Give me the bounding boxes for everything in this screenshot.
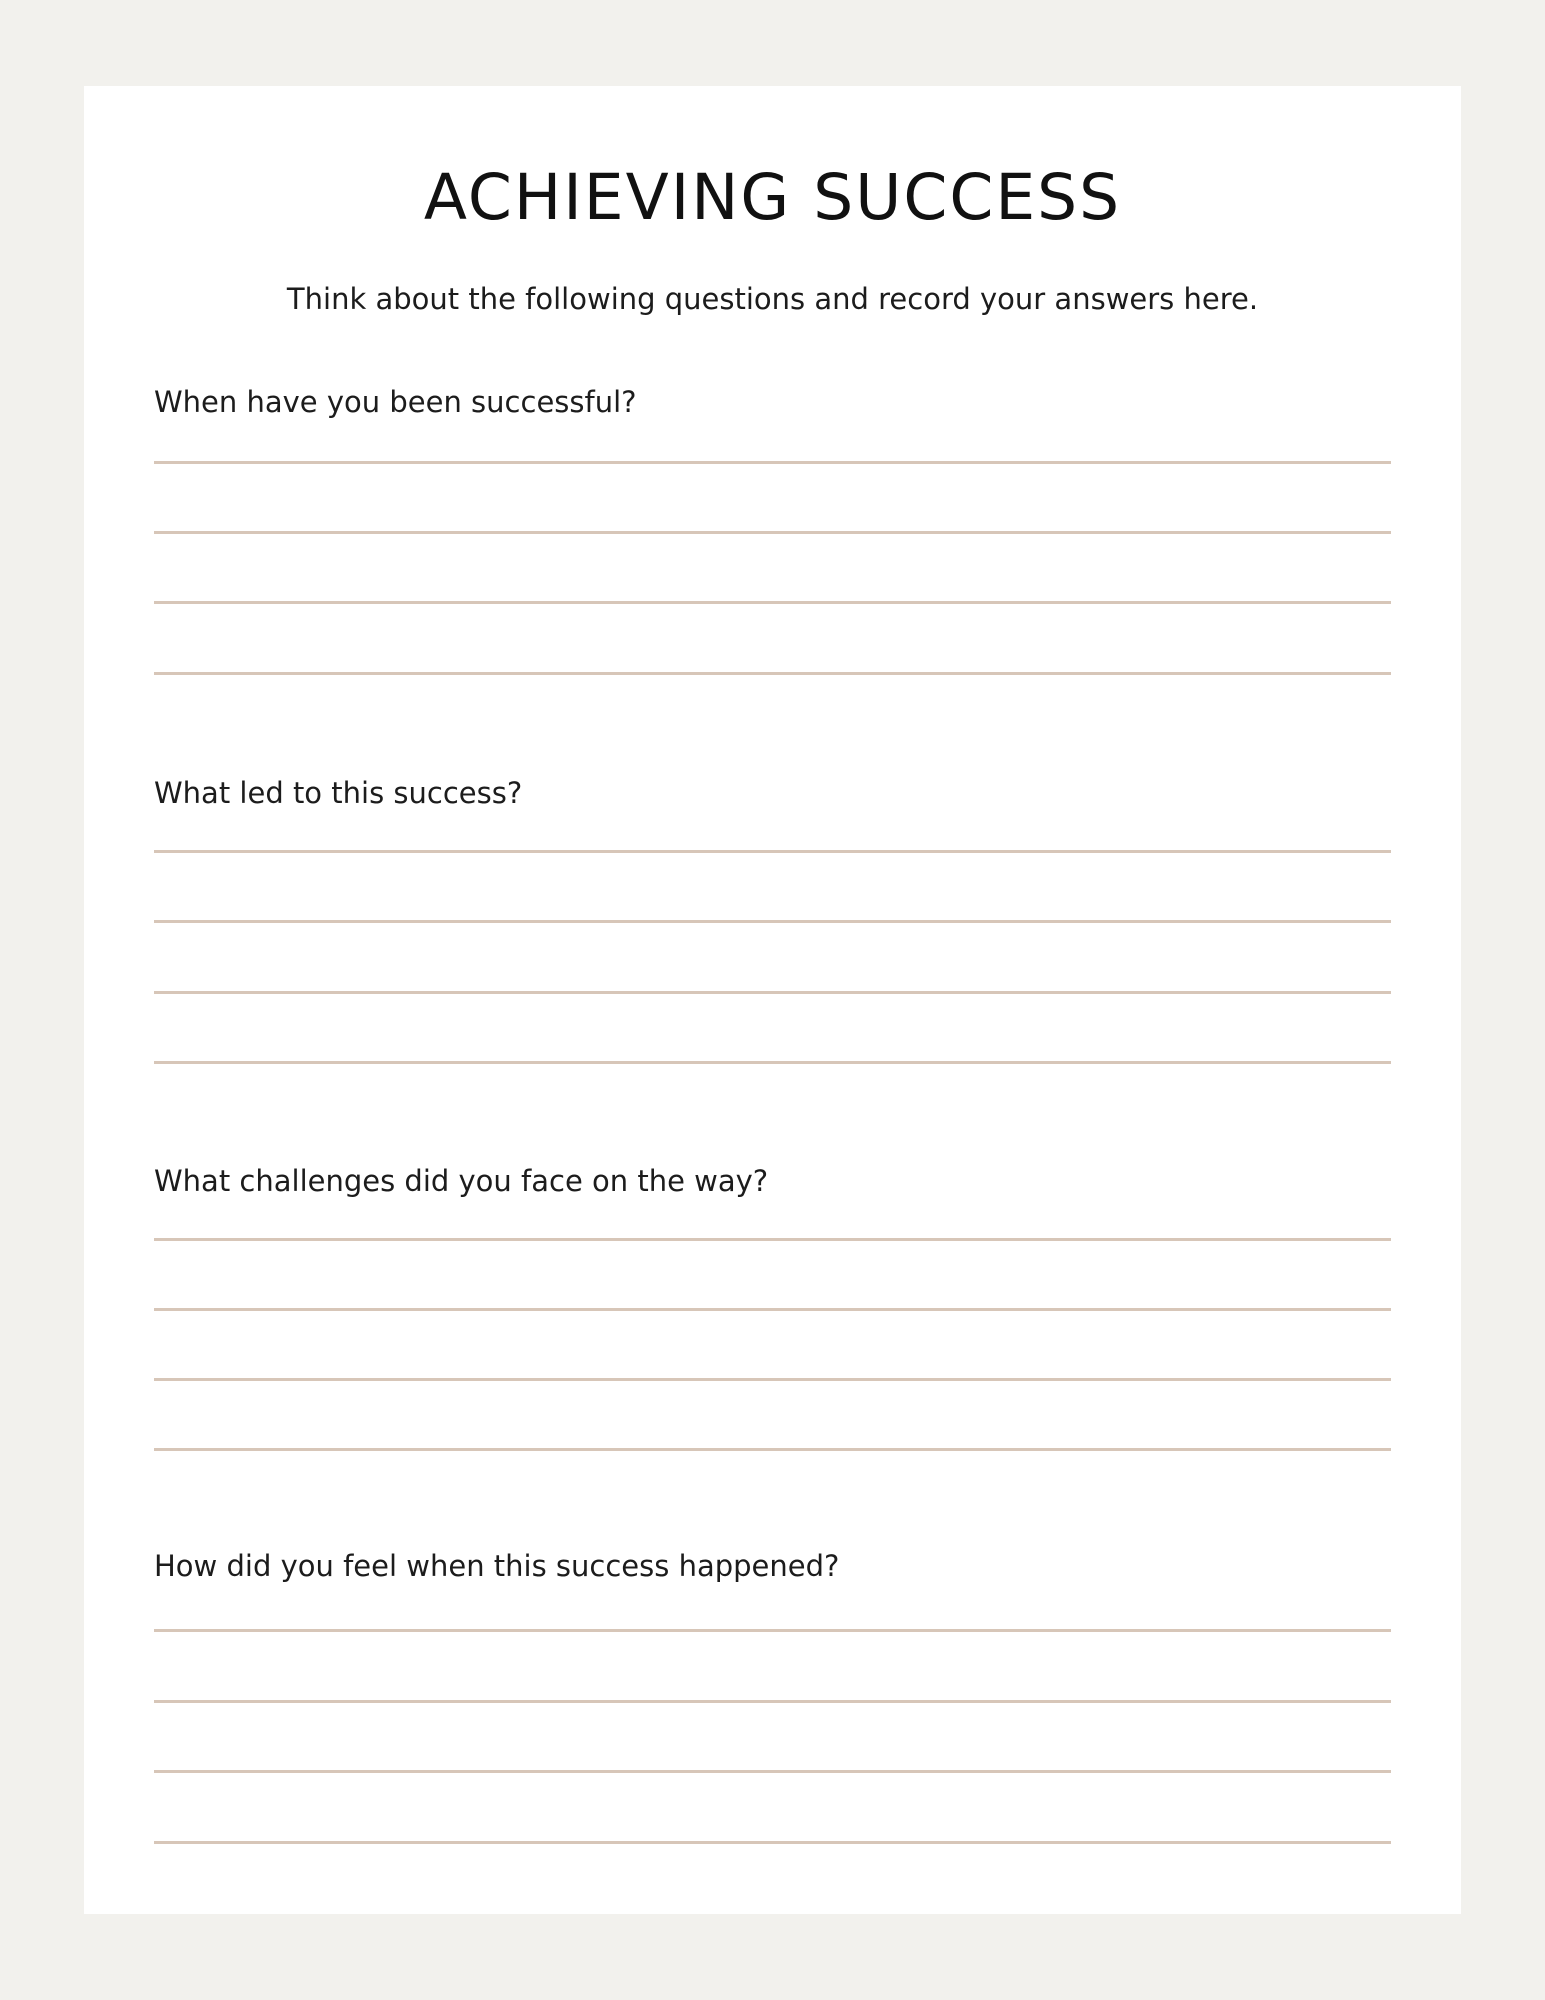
answer-line[interactable]: [154, 461, 1391, 464]
answer-line[interactable]: [154, 1238, 1391, 1241]
answer-line[interactable]: [154, 850, 1391, 853]
question-label: What led to this success?: [154, 776, 523, 810]
answer-line[interactable]: [154, 1061, 1391, 1064]
answer-line[interactable]: [154, 1308, 1391, 1311]
answer-line[interactable]: [154, 1700, 1391, 1703]
question-section-2: [154, 775, 1391, 813]
question-label: How did you feel when this success happened?: [154, 1549, 840, 1583]
answer-line[interactable]: [154, 1629, 1391, 1632]
answer-line[interactable]: [154, 1378, 1391, 1381]
question-section-1: [154, 384, 1391, 422]
answer-line[interactable]: [154, 1448, 1391, 1451]
answer-line[interactable]: [154, 991, 1391, 994]
answer-line[interactable]: [154, 1841, 1391, 1844]
answer-line[interactable]: [154, 672, 1391, 675]
question-label: When have you been successful?: [154, 385, 637, 419]
question-section-4: [154, 1548, 1391, 1586]
question-section-3: [154, 1163, 1391, 1201]
question-label: What challenges did you face on the way?: [154, 1164, 769, 1198]
answer-line[interactable]: [154, 920, 1391, 923]
page-instructions: Think about the following questions and record your answers here.: [286, 282, 1259, 316]
answer-line[interactable]: [154, 1770, 1391, 1773]
answer-line[interactable]: [154, 601, 1391, 604]
worksheet-page: [84, 86, 1461, 1914]
answer-line[interactable]: [154, 531, 1391, 534]
page-title: ACHIEVING SUCCESS: [423, 161, 1122, 234]
